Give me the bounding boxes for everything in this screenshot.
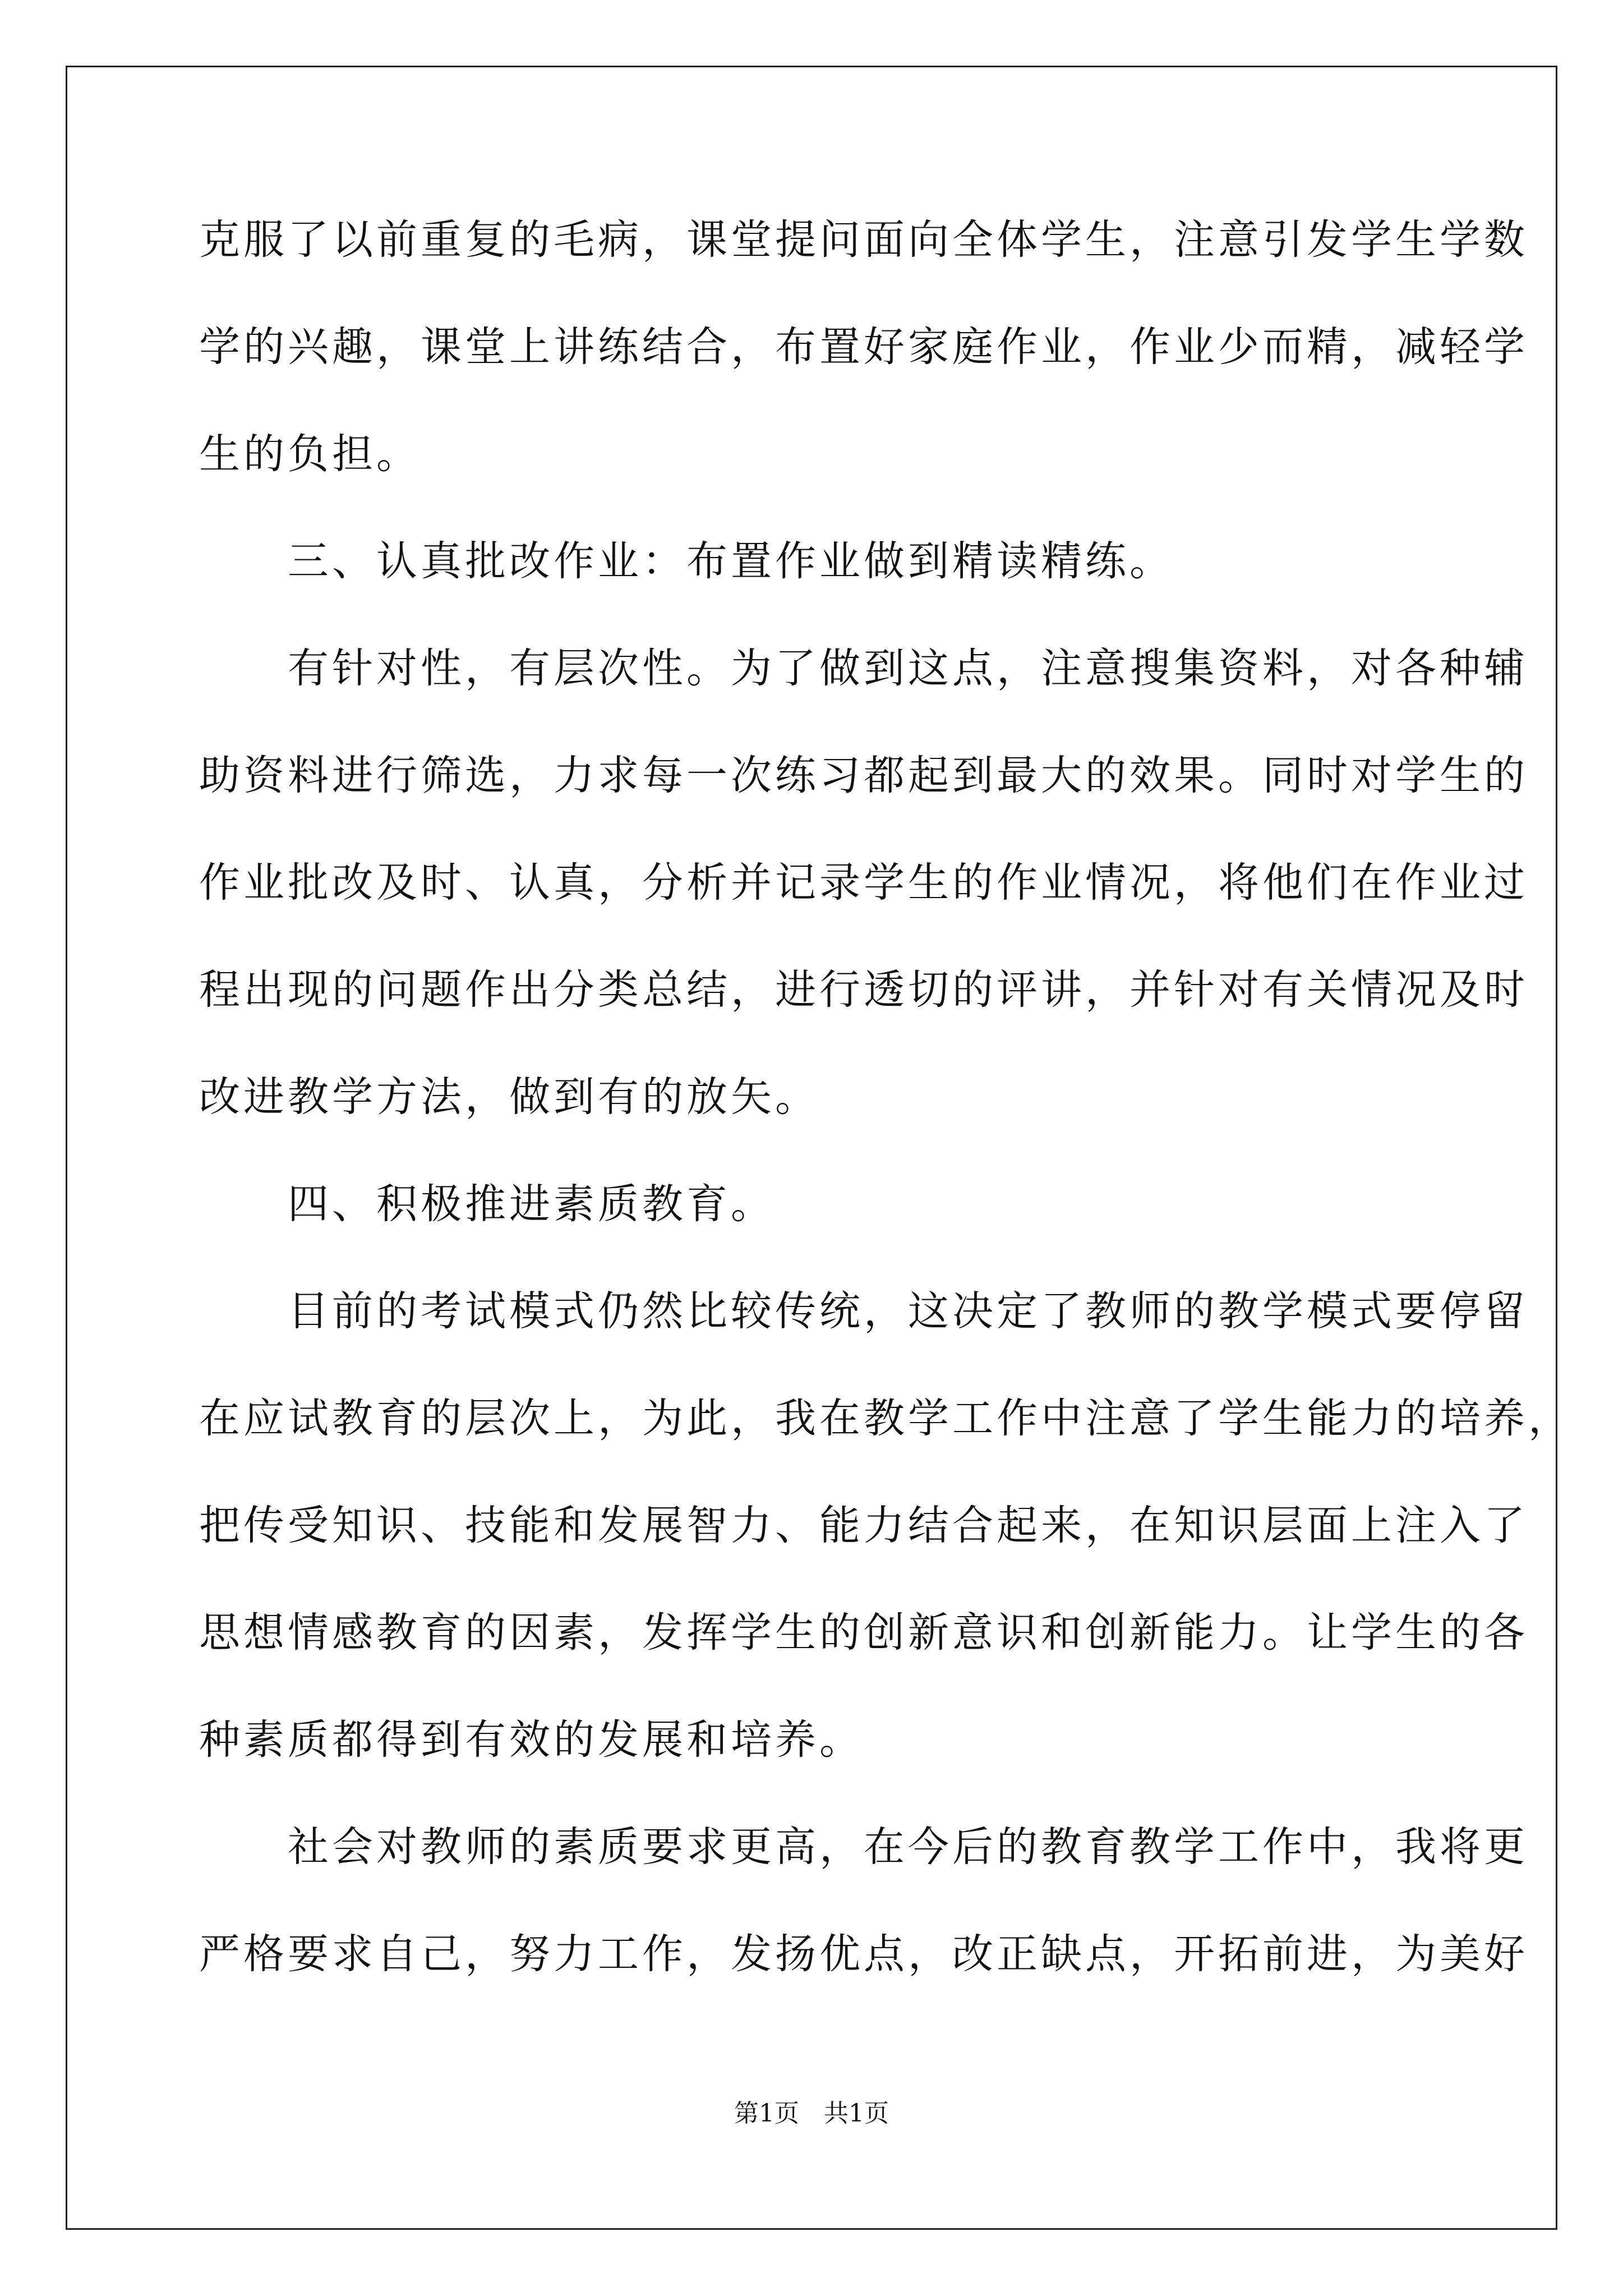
text-line-14: 思想情感教育的因素，发挥学生的创新意识和创新能力。让学生的各 [199,1609,1528,1657]
text-line-12: 在应试教育的层次上，为此，我在教学工作中注意了学生能力的培养， [199,1395,1573,1442]
heading-4: 四、积极推进素质教育。 [199,1180,775,1228]
text-line-17: 严格要求自己，努力工作，发扬优点，改正缺点，开拓前进，为美好 [199,1930,1528,1978]
text-line-8: 程出现的问题作出分类总结，进行透切的评讲，并针对有关情况及时 [199,966,1528,1014]
text-line-11: 目前的考试模式仍然比较传统，这决定了教师的教学模式要停留 [199,1287,1528,1335]
text-line-6: 助资料进行筛选，力求每一次练习都起到最大的效果。同时对学生的 [199,752,1528,799]
text-line-1: 克服了以前重复的毛病，课堂提问面向全体学生，注意引发学生学数 [199,216,1528,264]
text-line-7: 作业批改及时、认真，分析并记录学生的作业情况，将他们在作业过 [199,859,1528,907]
heading-3: 三、认真批改作业：布置作业做到精读精练。 [199,537,1174,585]
page-footer: 第1页 共1页 [734,2099,889,2128]
text-line-9: 改进教学方法，做到有的放矢。 [199,1073,819,1121]
text-line-16: 社会对教师的素质要求更高，在今后的教育教学工作中，我将更 [199,1823,1528,1871]
page-border [66,66,1557,2230]
text-line-2: 学的兴趣，课堂上讲练结合，布置好家庭作业，作业少而精，减轻学 [199,323,1528,371]
text-line-13: 把传受知识、技能和发展智力、能力结合起来，在知识层面上注入了 [199,1502,1528,1549]
text-line-5: 有针对性，有层次性。为了做到这点，注意搜集资料，对各种辅 [199,645,1528,692]
text-line-3: 生的负担。 [199,430,421,478]
text-line-15: 种素质都得到有效的发展和培养。 [199,1716,864,1764]
